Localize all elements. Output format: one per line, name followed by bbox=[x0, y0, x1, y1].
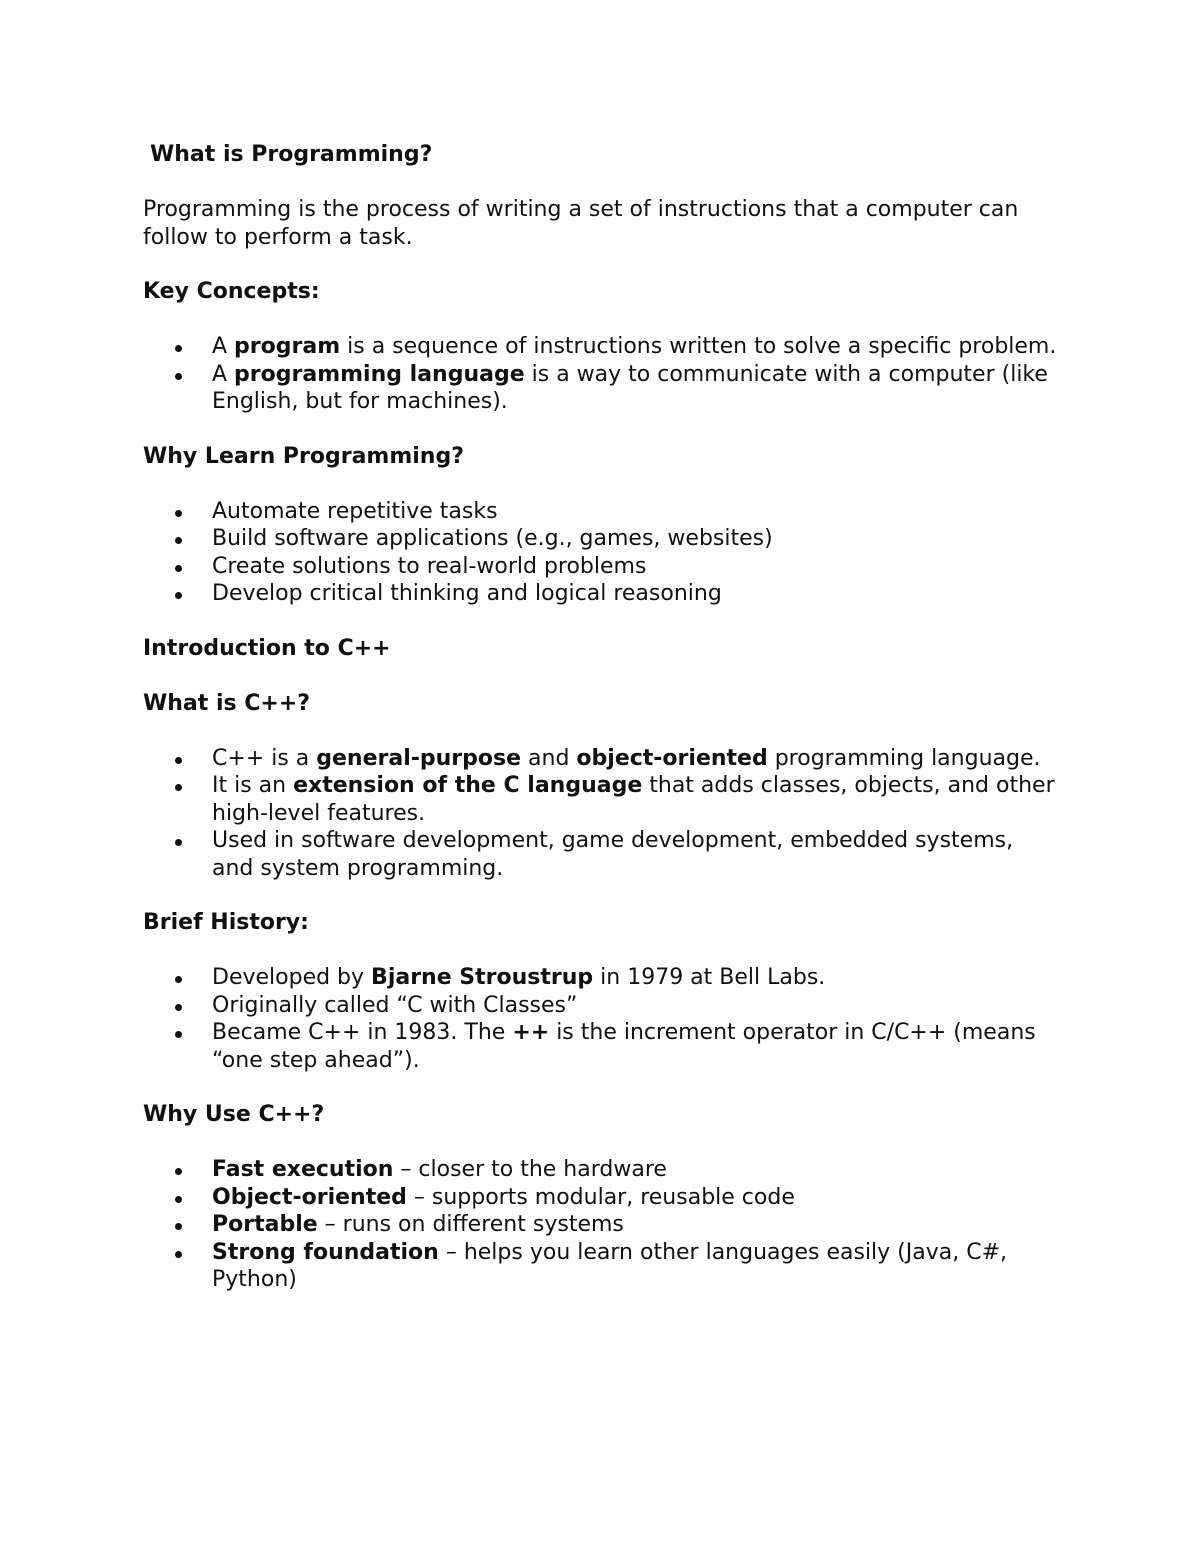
list-item: A program is a sequence of instructions written to solve a specific problem. bbox=[143, 333, 1058, 361]
list-item: Originally called “C with Classes” bbox=[143, 992, 1058, 1020]
bullet-icon bbox=[175, 345, 182, 352]
bold-term: ++ bbox=[512, 1020, 550, 1045]
intro-cpp-heading: Introduction to C++ bbox=[143, 635, 391, 661]
bullet-icon bbox=[175, 537, 182, 544]
list-item: Became C++ in 1983. The ++ is the increment operator in C/C++ (means “one step ahead”). bbox=[143, 1019, 1058, 1074]
bullet-icon bbox=[175, 1004, 182, 1011]
bullet-icon bbox=[175, 839, 182, 846]
bold-term: Fast execution bbox=[212, 1157, 394, 1182]
bold-term: Object-oriented bbox=[212, 1184, 407, 1210]
list-item: A programming language is a way to communicate with a computer (like English, but for machines). bbox=[143, 361, 1058, 416]
bold-term: Bjarne Stroustrup bbox=[371, 965, 594, 990]
why-use-list bbox=[143, 1156, 1058, 1294]
bullet-icon bbox=[175, 510, 182, 517]
list-item: Strong foundation – helps you learn other languages easily (Java, C#, Python) bbox=[143, 1239, 1058, 1294]
bullet-icon bbox=[175, 373, 182, 380]
why-use-heading: Why Use C++? bbox=[143, 1102, 325, 1127]
list-item: Develop critical thinking and logical reasoning bbox=[143, 580, 1058, 608]
bullet-icon bbox=[175, 1251, 182, 1258]
bold-term: extension of the C language bbox=[293, 773, 643, 798]
key-concepts-list bbox=[143, 333, 1058, 416]
bullet-icon bbox=[175, 976, 182, 983]
bullet-icon bbox=[175, 565, 182, 572]
history-list bbox=[143, 964, 1058, 1074]
bullet-icon bbox=[175, 592, 182, 599]
bullet-icon bbox=[175, 1196, 182, 1203]
list-item: Portable – runs on different systems bbox=[143, 1211, 1058, 1239]
history-heading: Brief History: bbox=[143, 910, 309, 935]
bold-term: Portable bbox=[212, 1212, 318, 1237]
list-item: Used in software development, game development, embedded systems, and system programming. bbox=[143, 827, 1058, 882]
list-item: C++ is a general-purpose and object-oriented programming language. bbox=[143, 745, 1058, 773]
intro-paragraph: Programming is the process of writing a set of instructions that a computer can follow to perform a task. bbox=[143, 197, 1019, 250]
list-item: Create solutions to real-world problems bbox=[143, 553, 1058, 581]
bullet-icon bbox=[175, 1168, 182, 1175]
bold-term: program bbox=[234, 334, 341, 359]
bold-term: Strong foundation bbox=[212, 1239, 439, 1265]
key-concepts-heading: Key Concepts: bbox=[143, 279, 320, 304]
list-item: Fast execution – closer to the hardware bbox=[143, 1156, 1058, 1184]
list-item: Developed by Bjarne Stroustrup in 1979 at Bell Labs. bbox=[143, 964, 1058, 992]
bold-term: programming language bbox=[234, 361, 525, 387]
what-is-cpp-heading: What is C++? bbox=[143, 690, 311, 716]
document-body bbox=[143, 141, 1058, 1321]
list-item: Build software applications (e.g., games, websites) bbox=[143, 525, 1058, 553]
why-learn-heading: Why Learn Programming? bbox=[143, 443, 464, 469]
what-is-cpp-list bbox=[143, 745, 1058, 883]
list-item: Automate repetitive tasks bbox=[143, 498, 1058, 526]
list-item: Object-oriented – supports modular, reusable code bbox=[143, 1184, 1058, 1212]
bold-term: general-purpose bbox=[316, 745, 522, 771]
bullet-icon bbox=[175, 1223, 182, 1230]
list-item: It is an extension of the C language that adds classes, objects, and other high-level features. bbox=[143, 772, 1058, 827]
bullet-icon bbox=[175, 1031, 182, 1038]
bullet-icon bbox=[175, 757, 182, 764]
page-title: What is Programming? bbox=[150, 142, 433, 167]
bold-term: object-oriented bbox=[576, 745, 768, 771]
bullet-icon bbox=[175, 784, 182, 791]
why-learn-list bbox=[143, 498, 1058, 608]
